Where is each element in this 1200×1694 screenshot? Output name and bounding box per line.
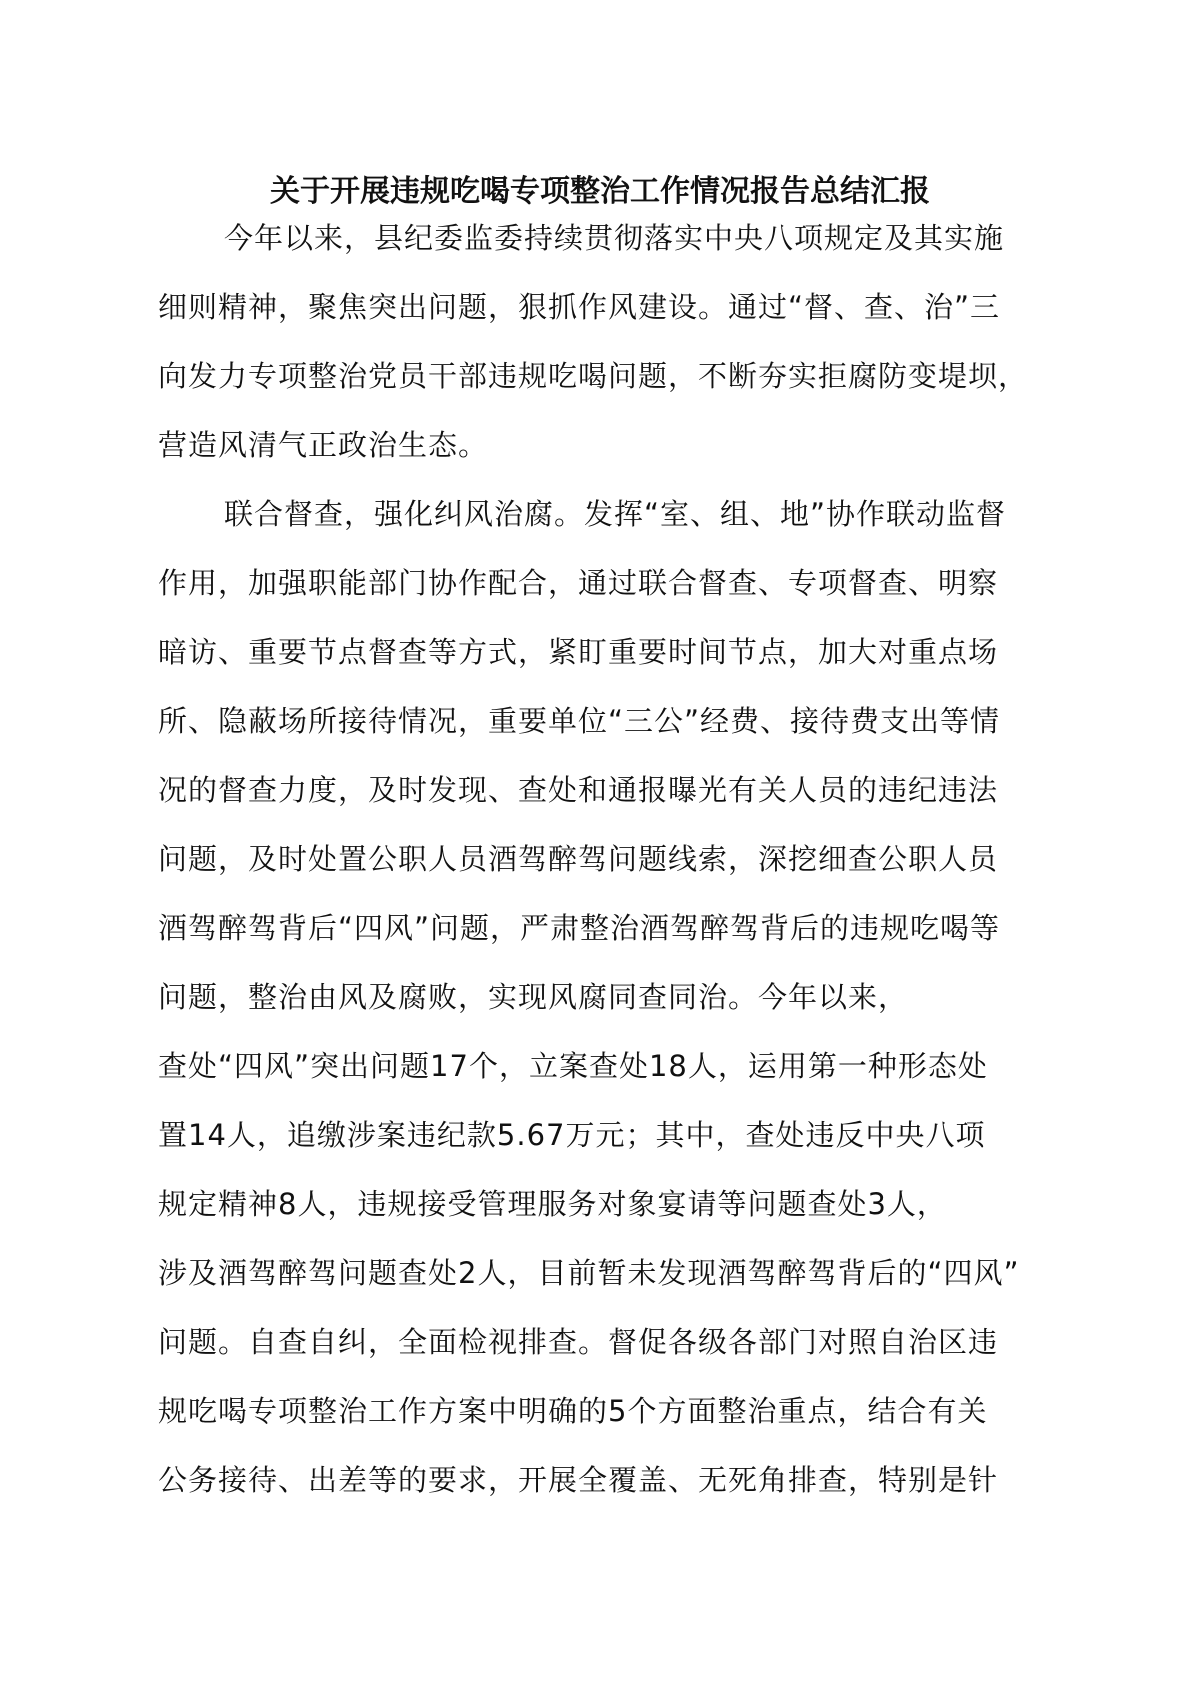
- paragraph-line: 置14人，追缴涉案违纪款5.67万元；其中，查处违反中央八项: [158, 1118, 986, 1152]
- paragraph-line: 所、隐蔽场所接待情况，重要单位“三公”经费、接待费支出等情: [158, 704, 1001, 738]
- paragraph-line: 今年以来，县纪委监委持续贯彻落实中央八项规定及其实施: [224, 221, 1005, 255]
- paragraph-line: 细则精神，聚焦突出问题，狠抓作风建设。通过“督、查、治”三: [158, 290, 1001, 324]
- paragraph-line: 公务接待、出差等的要求，开展全覆盖、无死角排查，特别是针: [158, 1463, 999, 1497]
- paragraph-line: 规定精神8人，违规接受管理服务对象宴请等问题查处3人，: [158, 1187, 947, 1221]
- paragraph-line: 暗访、重要节点督查等方式，紧盯重要时间节点，加大对重点场: [158, 635, 999, 669]
- paragraph-line: 酒驾醉驾背后“四风”问题，严肃整治酒驾醉驾背后的违规吃喝等: [158, 911, 1001, 945]
- paragraph-line: 联合督查，强化纠风治腐。发挥“室、组、地”协作联动监督: [224, 497, 1007, 531]
- paragraph-line: 作用，加强职能部门协作配合，通过联合督查、专项督查、明察: [158, 566, 999, 600]
- paragraph-line: 涉及酒驾醉驾问题查处2人，目前暂未发现酒驾醉驾背后的“四风”: [158, 1256, 1020, 1290]
- paragraph-line: 查处“四风”突出问题17个，立案查处18人，运用第一种形态处: [158, 1049, 988, 1083]
- paragraph-line: 规吃喝专项整治工作方案中明确的5个方面整治重点，结合有关: [158, 1394, 988, 1428]
- paragraph-line: 问题，及时处置公职人员酒驾醉驾问题线索，深挖细查公职人员: [158, 842, 999, 876]
- paragraph-line: 况的督查力度，及时发现、查处和通报曝光有关人员的违纪违法: [158, 773, 999, 807]
- paragraph-line: 问题，整治由风及腐败，实现风腐同查同治。今年以来，: [158, 980, 909, 1014]
- paragraph-line: 问题。自查自纠，全面检视排查。督促各级各部门对照自治区违: [158, 1325, 999, 1359]
- paragraph-line: 营造风清气正政治生态。: [158, 428, 489, 462]
- document-title: 关于开展违规吃喝专项整治工作情况报告总结汇报: [270, 174, 930, 209]
- paragraph-line: 向发力专项整治党员干部违规吃喝问题，不断夯实拒腐防变堤坝，: [158, 359, 1029, 393]
